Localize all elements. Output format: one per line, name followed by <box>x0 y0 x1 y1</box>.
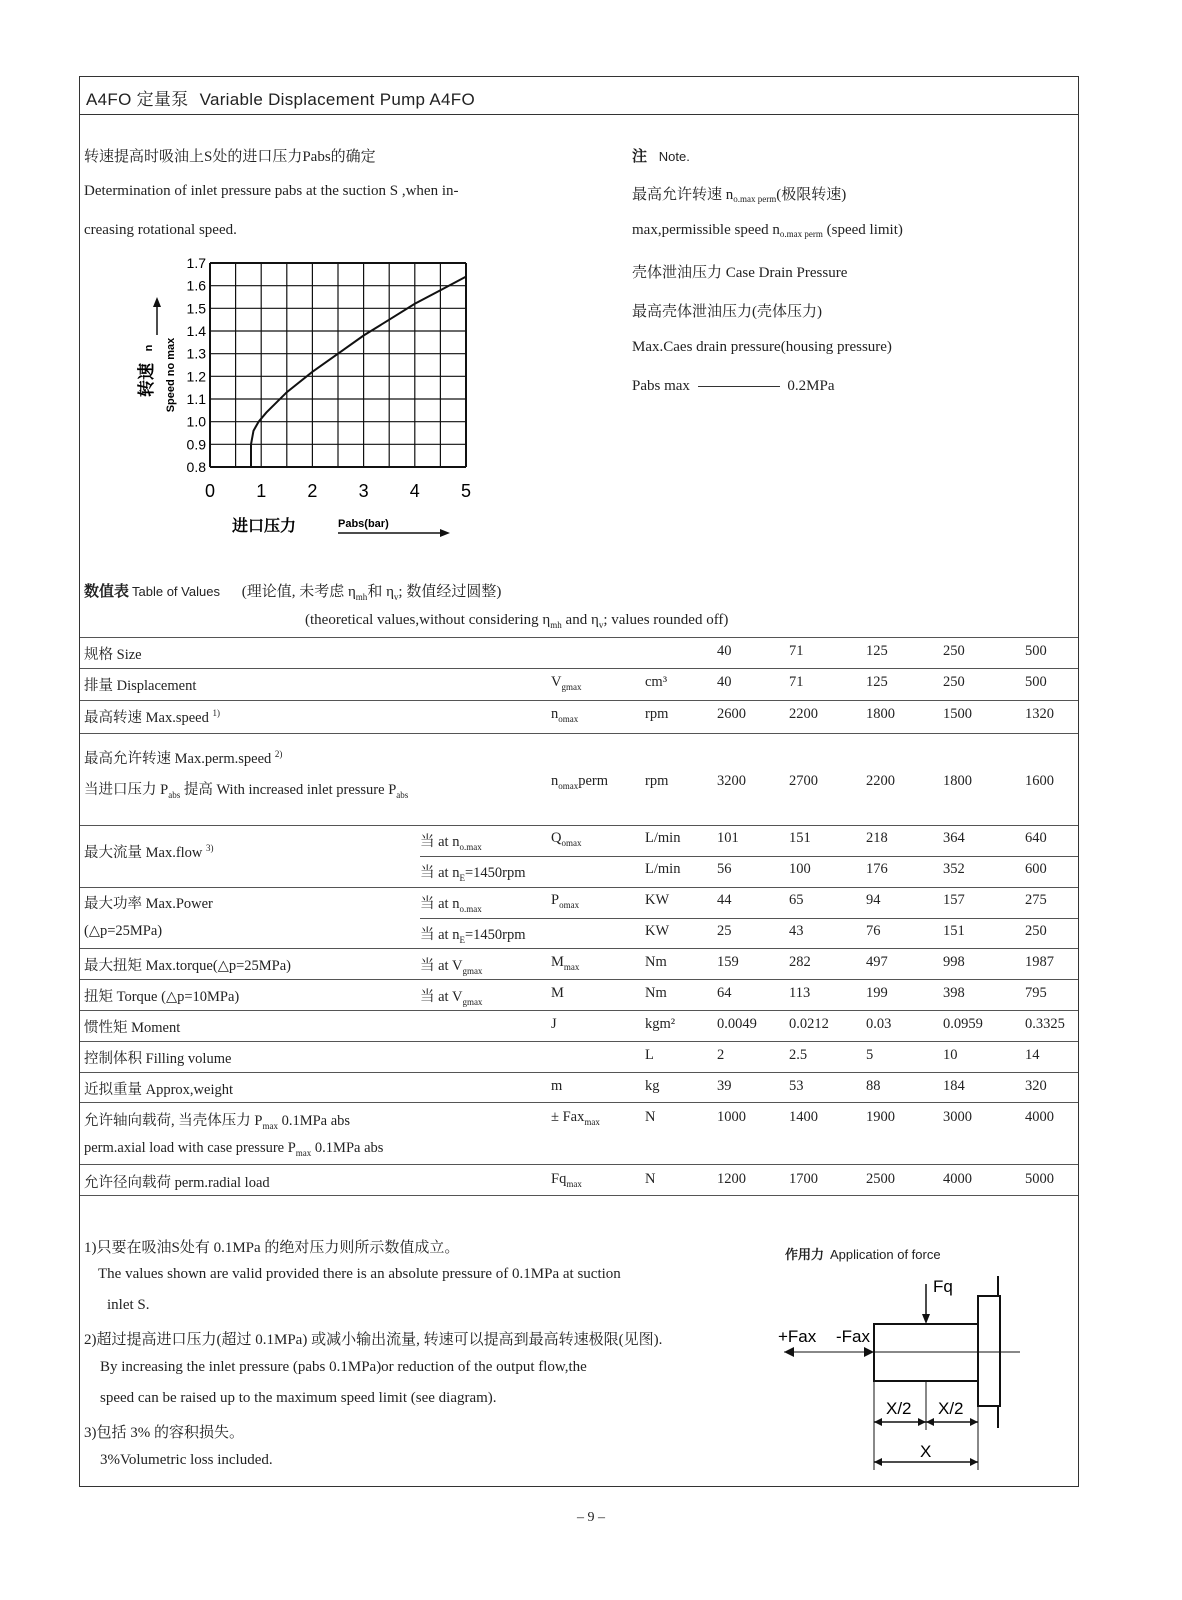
max-flow-value-1: 364 <box>943 830 965 846</box>
weight-value: 39 <box>717 1078 732 1094</box>
note-line-6: Pabs max 0.2MPa <box>632 378 835 394</box>
max-flow-symbol: $Q_{omax}$ <box>551 830 582 848</box>
row-filling-label: 控制体积 Filling volume <box>84 1051 232 1067</box>
x-tick-label: 2 <box>307 481 318 501</box>
filling-value: 10 <box>943 1047 958 1063</box>
axial-load-value: 3000 <box>943 1109 972 1125</box>
max-speed-value: 2200 <box>789 706 818 722</box>
y-tick-label: 1.7 <box>186 255 206 271</box>
max-speed-value: 1800 <box>866 706 895 722</box>
note-line-2: max,permissible speed $n_{o.max perm}$ (speed limit) <box>632 222 903 239</box>
max-flow-condition-1: 当 at $n_{o.max}$ <box>420 834 482 852</box>
max-torque-value: 282 <box>789 954 811 970</box>
note-line-4: 最高壳体泄油压力(壳体压力) <box>632 304 822 320</box>
footnote-3-cn: 3)包括 3% 的容积损失。 <box>84 1425 244 1441</box>
max-flow-value-1: 218 <box>866 830 888 846</box>
size-value: 71 <box>789 643 804 659</box>
axial-load-value: 1900 <box>866 1109 895 1125</box>
moment-value: 0.0959 <box>943 1016 983 1032</box>
weight-unit: kg <box>645 1078 660 1094</box>
max-flow-value-2: 600 <box>1025 861 1047 877</box>
x-tick-label: 3 <box>358 481 369 501</box>
weight-symbol: m <box>551 1078 563 1094</box>
perm-speed-value: 1800 <box>943 773 972 789</box>
radial-load-value: 5000 <box>1025 1171 1054 1187</box>
axial-load-value: 1400 <box>789 1109 818 1125</box>
max-flow-value-2: 176 <box>866 861 888 877</box>
plus-fax-label: +Fax <box>778 1327 817 1346</box>
max-torque-value: 159 <box>717 954 739 970</box>
max-power-value-1: 157 <box>943 892 965 908</box>
displacement-value: 250 <box>943 674 965 690</box>
max-power-value-1: 44 <box>717 892 732 908</box>
displacement-value: 71 <box>789 674 804 690</box>
size-value: 125 <box>866 643 888 659</box>
row-moment-label: 惯性矩 Moment <box>84 1020 181 1036</box>
row-axial-load-label-2: perm.axial load with case pressure $P_{max}$ 0.1MPa abs <box>84 1140 384 1158</box>
radial-load-unit: N <box>645 1171 656 1187</box>
filling-unit: L <box>645 1047 654 1063</box>
max-power-value-1: 275 <box>1025 892 1047 908</box>
note-line-1: 最高允许转速 $n_{o.max perm}$(极限转速) <box>632 187 847 204</box>
row-max-speed-label: 最高转速 Max.speed $^{1)}$ <box>84 708 220 726</box>
row-torque-label: 扭矩 Torque (△p=10MPa) <box>84 989 240 1005</box>
max-power-value-2: 25 <box>717 923 732 939</box>
table-heading: 数值表 Table of Values (理论值, 未考虑 $\eta_{mh}$和 $\eta_v$; 数值经过圆整) <box>84 584 502 602</box>
note-title-cn: 注 <box>632 149 648 165</box>
row-weight-label: 近拟重量 Approx,weight <box>84 1082 234 1098</box>
max-flow-value-2: 352 <box>943 861 965 877</box>
radial-load-value: 2500 <box>866 1171 895 1187</box>
filling-value: 14 <box>1025 1047 1040 1063</box>
axial-load-unit: N <box>645 1109 656 1125</box>
row-radial-load-label: 允许径向载荷 perm.radial load <box>84 1175 270 1191</box>
weight-value: 53 <box>789 1078 804 1094</box>
torque-value: 64 <box>717 985 732 1001</box>
max-power-unit-2: KW <box>645 923 670 939</box>
max-flow-condition-2: 当 at $n_E=1450rpm$ <box>420 865 526 883</box>
displacement-value: 500 <box>1025 674 1047 690</box>
row-size-label: 规格 Size <box>84 647 142 663</box>
max-power-condition-2: 当 at $n_E=1450rpm$ <box>420 927 526 945</box>
intro-en-2: creasing rotational speed. <box>84 222 237 238</box>
perm-speed-value: 3200 <box>717 773 746 789</box>
moment-value: 0.3325 <box>1025 1016 1065 1032</box>
intro-cn: 转速提高时吸油上S处的进口压力Pabs的确定 <box>84 149 376 165</box>
force-title: 作用力 Application of force <box>785 1247 941 1262</box>
max-power-value-2: 76 <box>866 923 881 939</box>
moment-value: 0.0049 <box>717 1016 757 1032</box>
footnote-2-en-1: By increasing the inlet pressure (pabs 0.1MPa)or reduction of the output flow,the <box>100 1359 587 1375</box>
row-perm-speed-label-2: 当进口压力 $P_{abs}$ 提高 With increased inlet pressure $P_{abs}$ <box>84 782 409 800</box>
footnote-2-en-2: speed can be raised up to the maximum speed limit (see diagram). <box>100 1390 497 1406</box>
y-label-cn: 转速 <box>137 363 156 397</box>
filling-value: 2 <box>717 1047 725 1063</box>
torque-condition: 当 at $V_{gmax}$ <box>420 989 483 1007</box>
max-speed-value: 1320 <box>1025 706 1054 722</box>
moment-value: 0.03 <box>866 1016 892 1032</box>
title-en: Variable Displacement Pump A4FO <box>199 90 476 109</box>
max-power-value-1: 94 <box>866 892 881 908</box>
filling-value: 2.5 <box>789 1047 808 1063</box>
note-line-3: 壳体泄油压力 Case Drain Pressure <box>632 265 848 281</box>
max-torque-value: 1987 <box>1025 954 1054 970</box>
torque-value: 199 <box>866 985 888 1001</box>
radial-load-value: 1700 <box>789 1171 818 1187</box>
y-tick-label: 1.1 <box>186 391 206 407</box>
weight-value: 184 <box>943 1078 965 1094</box>
row-max-power-label-2: (△p=25MPa) <box>84 923 163 939</box>
moment-value: 0.0212 <box>789 1016 829 1032</box>
x-dim-label: X <box>920 1442 932 1461</box>
fq-label: Fq <box>933 1277 953 1296</box>
filling-value: 5 <box>866 1047 874 1063</box>
row-max-torque-label: 最大扭矩 Max.torque(△p=25MPa) <box>84 958 291 974</box>
row-perm-speed-label-1: 最高允许转速 Max.perm.speed $^{2)}$ <box>84 749 283 767</box>
max-speed-value: 2600 <box>717 706 746 722</box>
max-torque-condition: 当 at $V_{gmax}$ <box>420 958 483 976</box>
axial-load-value: 1000 <box>717 1109 746 1125</box>
radial-load-value: 4000 <box>943 1171 972 1187</box>
x-tick-label: 1 <box>256 481 267 501</box>
row-displacement-label: 排量 Displacement <box>84 678 197 694</box>
perm-speed-value: 2700 <box>789 773 818 789</box>
displacement-value: 125 <box>866 674 888 690</box>
max-speed-value: 1500 <box>943 706 972 722</box>
torque-unit: Nm <box>645 985 667 1001</box>
y-tick-label: 0.9 <box>186 436 206 453</box>
max-power-value-2: 151 <box>943 923 965 939</box>
max-power-value-2: 43 <box>789 923 804 939</box>
minus-fax-label: -Fax <box>836 1327 870 1346</box>
x-tick-label: 4 <box>409 481 420 501</box>
size-value: 40 <box>717 643 732 659</box>
max-torque-unit: Nm <box>645 954 667 970</box>
max-flow-value-1: 640 <box>1025 830 1047 846</box>
moment-unit: kgm² <box>645 1016 676 1032</box>
max-speed-unit: rpm <box>645 706 669 722</box>
x-label-en: Pabs(bar) <box>338 518 389 530</box>
x-label-cn: 进口压力 <box>232 518 297 535</box>
torque-value: 113 <box>789 985 811 1001</box>
row-max-flow-label: 最大流量 Max.flow $^{3)}$ <box>84 843 214 861</box>
torque-value: 795 <box>1025 985 1047 1001</box>
y-tick-label: 1.5 <box>186 300 206 317</box>
footnote-1-en-1: The values shown are valid provided there is an absolute pressure of 0.1MPa at suction <box>98 1266 621 1282</box>
x-tick-label: 5 <box>460 481 472 501</box>
title-cn: A4FO 定量泵 <box>86 90 189 109</box>
perm-speed-value: 1600 <box>1025 773 1054 789</box>
note-title-en: Note. <box>658 149 690 164</box>
max-flow-value-1: 101 <box>717 830 739 846</box>
y-tick-label: 0.8 <box>186 459 206 475</box>
max-flow-value-2: 100 <box>789 861 811 877</box>
max-torque-value: 497 <box>866 954 888 970</box>
max-power-value-2: 250 <box>1025 923 1047 939</box>
max-flow-unit-1: L/min <box>645 830 681 846</box>
footnote-3-en: 3%Volumetric loss included. <box>100 1452 273 1468</box>
max-speed-symbol: $n_{omax}$ <box>551 706 579 724</box>
size-value: 500 <box>1025 643 1047 659</box>
y-tick-label: 1.4 <box>186 323 206 339</box>
half-1-label: X/2 <box>886 1399 912 1418</box>
weight-value: 88 <box>866 1078 881 1094</box>
force-diagram <box>770 1270 1040 1475</box>
perm-speed-symbol: $n_{omax}perm$ <box>551 773 609 791</box>
displacement-symbol: $V_{gmax}$ <box>551 674 582 692</box>
y-tick-label: 1.6 <box>186 277 206 294</box>
max-power-value-1: 65 <box>789 892 804 908</box>
y-tick-label: 1.2 <box>186 368 206 385</box>
max-power-symbol: $P_{omax}$ <box>551 892 580 910</box>
max-power-condition-1: 当 at $n_{o.max}$ <box>420 896 482 914</box>
flange <box>978 1296 1000 1406</box>
torque-value: 398 <box>943 985 965 1001</box>
max-flow-value-2: 56 <box>717 861 732 877</box>
displacement-value: 40 <box>717 674 732 690</box>
half-2-label: X/2 <box>938 1399 964 1418</box>
max-torque-symbol: $M_{max}$ <box>551 954 580 972</box>
radial-load-symbol: $Fq_{max}$ <box>551 1171 582 1189</box>
axial-load-value: 4000 <box>1025 1109 1054 1125</box>
max-torque-value: 998 <box>943 954 965 970</box>
weight-value: 320 <box>1025 1078 1047 1094</box>
y-label-en: Speed no max <box>165 337 177 413</box>
y-tick-label: 1.0 <box>186 413 206 430</box>
table-heading-en: (theoretical values,without considering $\eta_{mh}$ and $\eta_v$; values rounded off) <box>305 612 729 630</box>
footnote-1-en-2: inlet S. <box>107 1297 150 1313</box>
max-flow-value-1: 151 <box>789 830 811 846</box>
y-label-n: n <box>143 344 155 352</box>
torque-symbol: M <box>551 985 564 1001</box>
perm-speed-unit: rpm <box>645 773 669 789</box>
max-flow-unit-2: L/min <box>645 861 681 877</box>
intro-en-1: Determination of inlet pressure pabs at the suction S ,when in- <box>84 183 459 199</box>
footnote-1-cn: 1)只要在吸油S处有 0.1MPa 的绝对压力则所示数值成立。 <box>84 1240 460 1256</box>
footnote-2-cn: 2)超过提高进口压力(超过 0.1MPa) 或减小输出流量, 转速可以提高到最高转速极限(见图). <box>84 1332 663 1348</box>
row-max-power-label-1: 最大功率 Max.Power <box>84 896 213 912</box>
radial-load-value: 1200 <box>717 1171 746 1187</box>
moment-symbol: J <box>551 1016 557 1032</box>
displacement-unit: cm³ <box>645 674 668 690</box>
x-tick-label: 0 <box>204 481 216 501</box>
page-number: – 9 – <box>577 1510 605 1525</box>
max-power-unit-1: KW <box>645 892 670 908</box>
axial-load-symbol: ± Fax$_{max}$ <box>551 1109 600 1127</box>
note-line-5: Max.Caes drain pressure(housing pressure) <box>632 339 892 355</box>
y-tick-label: 1.3 <box>186 345 206 362</box>
size-value: 250 <box>943 643 965 659</box>
perm-speed-value: 2200 <box>866 773 895 789</box>
row-axial-load-label-1: 允许轴向载荷, 当壳体压力 $P_{max}$ 0.1MPa abs <box>84 1113 351 1131</box>
